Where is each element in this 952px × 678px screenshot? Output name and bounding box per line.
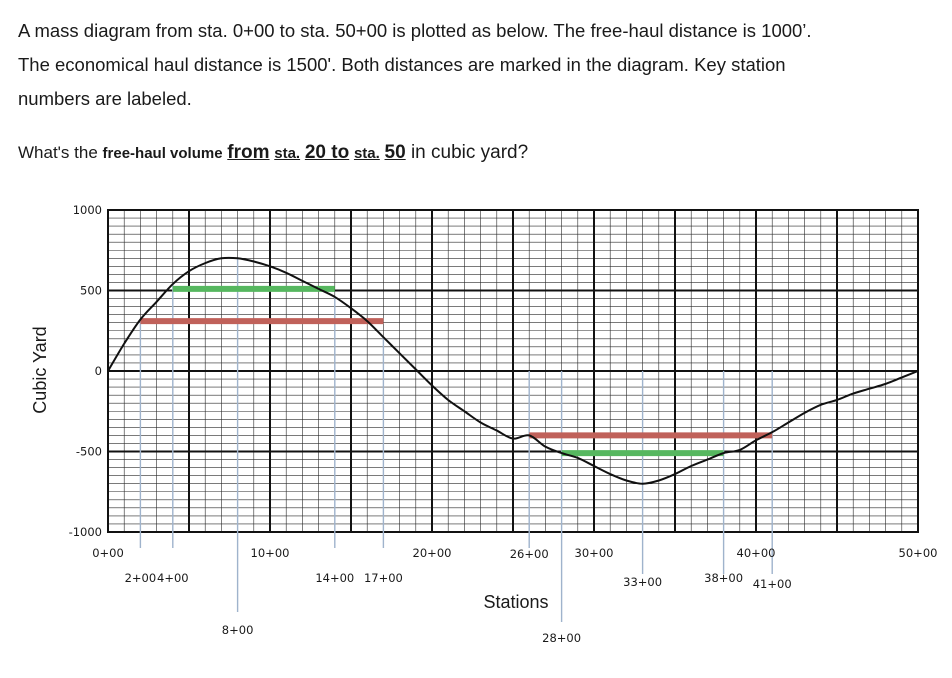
question-bold: free-haul volume xyxy=(102,145,223,162)
y-tick-label: 500 xyxy=(80,283,102,298)
y-tick-label: -1000 xyxy=(68,525,102,539)
x-tick-label: 50+00 xyxy=(898,546,938,560)
x-tick-label: 10+00 xyxy=(250,546,290,560)
key-station-label: 26+00 xyxy=(509,547,549,561)
key-station-labels xyxy=(125,547,792,645)
question-underline-2: sta. xyxy=(274,145,301,162)
key-station-label: 2+00 xyxy=(124,571,157,585)
x-axis-title: Stations xyxy=(483,592,549,612)
question-prefix: What's the xyxy=(18,143,103,162)
problem-line-2: The economical haul distance is 1500'. Both distances are marked in the diagram. Key station xyxy=(18,54,786,75)
question-underline-4: sta. xyxy=(353,145,380,162)
key-station-label: 33+00 xyxy=(623,575,663,589)
key-station-label: 38+00 xyxy=(704,571,744,585)
y-axis-title: Cubic Yard xyxy=(30,326,50,414)
question-underline-1: from xyxy=(227,142,270,163)
station-reference-lines xyxy=(140,258,772,622)
y-tick-label: 1000 xyxy=(72,203,102,217)
x-tick-label: 0+00 xyxy=(92,546,124,560)
x-tick-label: 20+00 xyxy=(412,546,452,560)
y-tick-label: 0 xyxy=(94,364,102,378)
x-tick-label: 40+00 xyxy=(736,546,776,560)
y-tick-label: -500 xyxy=(75,444,102,459)
question-underline-5: 50 xyxy=(384,142,406,163)
key-station-label: 28+00 xyxy=(542,631,582,645)
problem-line-3: numbers are labeled. xyxy=(18,88,192,109)
key-station-label: 17+00 xyxy=(363,571,403,585)
y-tick-labels xyxy=(69,203,102,539)
key-station-label: 8+00 xyxy=(221,623,254,637)
key-station-label: 14+00 xyxy=(315,571,355,585)
key-station-label: 4+00 xyxy=(157,571,189,585)
problem-line-1: A mass diagram from sta. 0+00 to sta. 50+00 is plotted as below. The free-haul distance is 1000’. xyxy=(18,20,812,41)
x-tick-label: 30+00 xyxy=(574,546,614,560)
question-underline-3: 20 to xyxy=(304,142,350,163)
key-station-label: 41+00 xyxy=(752,577,792,591)
question-suffix: in cubic yard? xyxy=(405,142,529,163)
